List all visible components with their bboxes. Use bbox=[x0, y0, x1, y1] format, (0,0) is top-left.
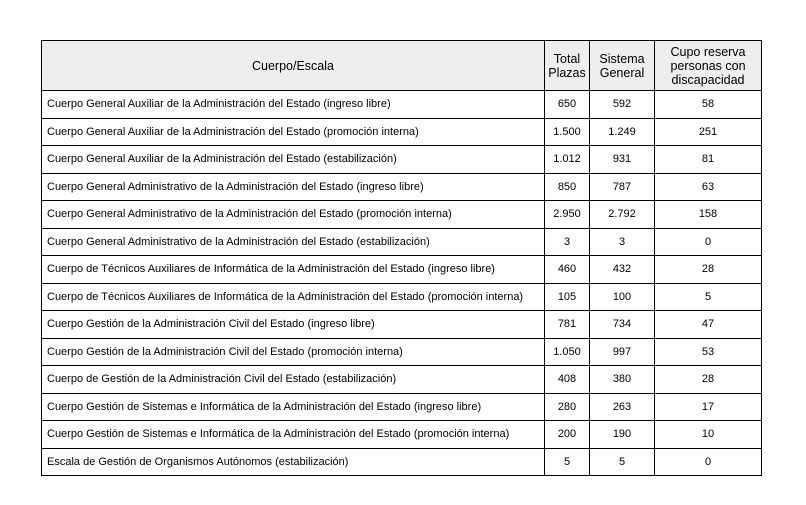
cell-total-plazas: 650 bbox=[545, 91, 590, 119]
cell-cuerpo-escala: Cuerpo General Auxiliar de la Administración del Estado (promoción interna) bbox=[42, 118, 545, 146]
cell-cupo-reserva: 58 bbox=[655, 91, 762, 119]
header-cupo-reserva: Cupo reserva personas con discapacidad bbox=[655, 41, 762, 91]
cell-sistema-general: 734 bbox=[590, 311, 655, 339]
cell-total-plazas: 200 bbox=[545, 421, 590, 449]
cell-cupo-reserva: 0 bbox=[655, 228, 762, 256]
cell-cuerpo-escala: Cuerpo General Administrativo de la Administración del Estado (ingreso libre) bbox=[42, 173, 545, 201]
cell-total-plazas: 460 bbox=[545, 256, 590, 284]
cell-cupo-reserva: 28 bbox=[655, 366, 762, 394]
cell-cuerpo-escala: Cuerpo Gestión de la Administración Civil del Estado (promoción interna) bbox=[42, 338, 545, 366]
cell-cupo-reserva: 53 bbox=[655, 338, 762, 366]
cell-cuerpo-escala: Cuerpo de Técnicos Auxiliares de Informática de la Administración del Estado (ingreso libre) bbox=[42, 256, 545, 284]
cell-cupo-reserva: 47 bbox=[655, 311, 762, 339]
table-row bbox=[42, 173, 762, 201]
header-sistema-general: Sistema General bbox=[590, 41, 655, 91]
table-row bbox=[42, 311, 762, 339]
cell-cupo-reserva: 10 bbox=[655, 421, 762, 449]
cell-cuerpo-escala: Cuerpo General Auxiliar de la Administración del Estado (estabilización) bbox=[42, 146, 545, 174]
cell-cupo-reserva: 158 bbox=[655, 201, 762, 229]
cell-cuerpo-escala: Cuerpo General Auxiliar de la Administración del Estado (ingreso libre) bbox=[42, 91, 545, 119]
cell-total-plazas: 1.500 bbox=[545, 118, 590, 146]
cell-sistema-general: 1.249 bbox=[590, 118, 655, 146]
cell-sistema-general: 380 bbox=[590, 366, 655, 394]
cell-cuerpo-escala: Cuerpo General Administrativo de la Administración del Estado (promoción interna) bbox=[42, 201, 545, 229]
table-row bbox=[42, 256, 762, 284]
cell-total-plazas: 408 bbox=[545, 366, 590, 394]
plazas-table bbox=[41, 40, 762, 476]
cell-sistema-general: 263 bbox=[590, 393, 655, 421]
header-cuerpo-escala: Cuerpo/Escala bbox=[42, 41, 545, 91]
cell-total-plazas: 280 bbox=[545, 393, 590, 421]
cell-total-plazas: 2.950 bbox=[545, 201, 590, 229]
table-row bbox=[42, 91, 762, 119]
cell-total-plazas: 3 bbox=[545, 228, 590, 256]
cell-cupo-reserva: 28 bbox=[655, 256, 762, 284]
cell-total-plazas: 781 bbox=[545, 311, 590, 339]
cell-total-plazas: 850 bbox=[545, 173, 590, 201]
cell-sistema-general: 931 bbox=[590, 146, 655, 174]
cell-cuerpo-escala: Cuerpo Gestión de Sistemas e Informática de la Administración del Estado (promoción interna) bbox=[42, 421, 545, 449]
cell-cupo-reserva: 251 bbox=[655, 118, 762, 146]
table-row bbox=[42, 146, 762, 174]
cell-cuerpo-escala: Escala de Gestión de Organismos Autónomos (estabilización) bbox=[42, 448, 545, 476]
cell-sistema-general: 432 bbox=[590, 256, 655, 284]
cell-cupo-reserva: 0 bbox=[655, 448, 762, 476]
cell-cupo-reserva: 81 bbox=[655, 146, 762, 174]
table-body bbox=[42, 91, 762, 476]
cell-cupo-reserva: 17 bbox=[655, 393, 762, 421]
cell-sistema-general: 3 bbox=[590, 228, 655, 256]
table-row bbox=[42, 228, 762, 256]
table-row bbox=[42, 366, 762, 394]
table-row bbox=[42, 448, 762, 476]
cell-cuerpo-escala: Cuerpo General Administrativo de la Administración del Estado (estabilización) bbox=[42, 228, 545, 256]
cell-sistema-general: 190 bbox=[590, 421, 655, 449]
cell-sistema-general: 787 bbox=[590, 173, 655, 201]
cell-total-plazas: 105 bbox=[545, 283, 590, 311]
header-total-plazas: Total Plazas bbox=[545, 41, 590, 91]
cell-cuerpo-escala: Cuerpo de Gestión de la Administración Civil del Estado (estabilización) bbox=[42, 366, 545, 394]
cell-cuerpo-escala: Cuerpo Gestión de la Administración Civil del Estado (ingreso libre) bbox=[42, 311, 545, 339]
cell-cuerpo-escala: Cuerpo de Técnicos Auxiliares de Informática de la Administración del Estado (promoción interna) bbox=[42, 283, 545, 311]
cell-cupo-reserva: 63 bbox=[655, 173, 762, 201]
cell-sistema-general: 997 bbox=[590, 338, 655, 366]
table-row bbox=[42, 421, 762, 449]
cell-sistema-general: 100 bbox=[590, 283, 655, 311]
cell-sistema-general: 2.792 bbox=[590, 201, 655, 229]
table-row bbox=[42, 338, 762, 366]
table-row bbox=[42, 118, 762, 146]
cell-sistema-general: 5 bbox=[590, 448, 655, 476]
cell-cuerpo-escala: Cuerpo Gestión de Sistemas e Informática de la Administración del Estado (ingreso libre) bbox=[42, 393, 545, 421]
table-row bbox=[42, 283, 762, 311]
cell-sistema-general: 592 bbox=[590, 91, 655, 119]
table-row bbox=[42, 393, 762, 421]
table-header-row bbox=[42, 41, 762, 91]
table-row bbox=[42, 201, 762, 229]
cell-total-plazas: 1.050 bbox=[545, 338, 590, 366]
cell-total-plazas: 1.012 bbox=[545, 146, 590, 174]
cell-cupo-reserva: 5 bbox=[655, 283, 762, 311]
cell-total-plazas: 5 bbox=[545, 448, 590, 476]
